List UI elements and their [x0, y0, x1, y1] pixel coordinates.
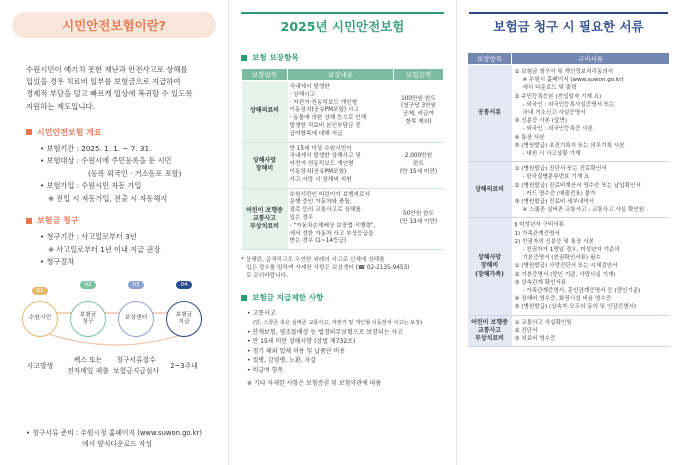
content-line: 급여항목에 대해 지급 — [289, 130, 343, 137]
panel-documents-title: 보험금 청구 시 필요한 서류 — [469, 12, 668, 38]
claim-item: • 청구절차 — [40, 257, 75, 267]
exclusion-item: • 질병, 감염병, 노환, 자살 — [247, 357, 317, 365]
exclusion-item: • 고통사고 — [247, 310, 276, 318]
coverage-content — [288, 188, 394, 250]
overview-item: (등록 외국인 · 거소동포 포함) — [88, 168, 182, 178]
claim-list — [0, 231, 228, 269]
step-1 — [32, 287, 48, 295]
coverage-heading — [241, 52, 444, 63]
documents-row — [468, 65, 670, 162]
step-number: 03 — [128, 281, 144, 289]
document-line: ④ 통장 사본 — [514, 134, 545, 141]
step-caption: 사고발생 — [26, 362, 54, 370]
coverage-heading-text: 보험 보장항목 — [252, 53, 299, 62]
amount-line: 공제, 비급여 — [402, 111, 435, 118]
step-number: 02 — [80, 281, 96, 289]
document-line: 2) 친권자의 신분증 및 통장 사본 — [514, 238, 594, 245]
documents-table — [467, 52, 670, 347]
panel-documents — [456, 0, 680, 465]
intro-line: 경제적 부담을 덜고 빠르게 일상에 복귀할 수 있도록 — [26, 89, 193, 99]
coverage-item: 어린이 보행중 교통사고 부상치료비 — [242, 188, 288, 250]
coverage-row — [242, 188, 444, 250]
document-line: ⑤ (병원발급) (상속자 모두의 동의 및 인감증명서) — [514, 304, 637, 311]
panel-coverage-title: 2025년 시민안전보험 — [241, 12, 444, 38]
claim-item: ※ 사고일로부터 1년 이내 지급 권장 — [48, 244, 161, 254]
step-number: 01 — [32, 287, 48, 295]
document-line: ④ 장해비 영수증, 화장시설 비용 영수증 — [514, 296, 612, 303]
content-line: 이동장치(공유PM포함) 사고 — [289, 107, 360, 114]
content-line: · 동물에 의한 상해 등으로 인해 — [289, 115, 367, 122]
square-bullet-icon — [241, 295, 247, 301]
claim-heading — [26, 215, 228, 226]
claim-docs-note — [26, 428, 202, 450]
documents-list — [512, 162, 670, 218]
overview-heading — [26, 127, 228, 138]
content-line: · 자전거·전동킥보드 개인형 — [289, 99, 358, 106]
step-2 — [80, 281, 96, 289]
exclusion-item: ※ 기타 자세한 사항은 보험증권 및 보험약관에 따름 — [247, 379, 382, 387]
coverage-table-header — [242, 69, 444, 81]
document-line: ③ 신분증 사본 (앞면) — [514, 118, 568, 125]
overview-item: ※ 전입 시 자동가입, 전출 시 자동해지 — [48, 193, 168, 203]
content-line: 자전거·전동킥보드 개인형 — [289, 161, 354, 168]
document-line: ③ (병원발급) 진료비 세부내역서 — [514, 199, 595, 206]
content-line: 국내에서 발생한 상해사고 및 — [289, 153, 361, 160]
exclusion-heading — [241, 292, 444, 303]
content-line: 사고 사망 시 장해비 지원 — [289, 176, 352, 183]
document-line: ② 기본증명서 (망인 기준, 사망사실 기재) — [514, 271, 616, 278]
document-line: - 외국인 : 외국인등록사실증명서 또는 — [522, 101, 615, 108]
step-3 — [128, 281, 144, 289]
amount-line: (청구당 3만원 — [400, 103, 437, 110]
coverage-row — [242, 81, 444, 143]
step-caption: 청구서류접수 보험금지급심사 — [113, 356, 159, 375]
intro-line: 입었을 경우 치료비 일부를 보험금으로 지급하여 — [26, 77, 181, 87]
content-line: · 상해사고 — [289, 91, 316, 98]
claim-process-steps — [22, 282, 212, 377]
document-line: 1) 가족관계증명서 — [514, 230, 560, 237]
exclusion-item: • 비급여 항목 — [247, 366, 284, 374]
document-line: ① 보험금 청구서 및 개인정보처리동의서 — [514, 69, 614, 75]
amount-line: 100만원 한도 — [401, 95, 436, 102]
content-line: 운행 중인 자동차와 충돌, — [289, 199, 352, 206]
coverage-content — [288, 142, 394, 188]
coverage-item: 상해의료비 — [242, 81, 288, 143]
documents-table-header — [468, 53, 670, 65]
document-line: ※ 수원시 홈페이지 (www.suwon.go.kr) — [522, 77, 624, 84]
document-line: ① (병원발급) 사망진단서 또는 시체검안서 — [514, 263, 618, 270]
panel-coverage — [228, 0, 456, 465]
documents-list — [512, 65, 670, 162]
coverage-amount — [394, 142, 444, 188]
document-line: ① (병원발급) 진단서 또는 진료확인서 — [514, 166, 607, 173]
document-line: ※ 스쿨존·실버존 교통사고 : 교통사고 사실 확인원 — [522, 207, 645, 214]
document-line: ① 교통사고 사실확인원 — [514, 319, 572, 326]
step-number: 04 — [176, 281, 192, 289]
injury-note — [241, 256, 444, 280]
coverage-amount — [394, 188, 444, 250]
overview-item: • 보험대상 : 수원시에 주민등록을 둔 시민 — [40, 156, 172, 166]
overview-item: • 보험기간 : 2025. 1. 1. ~ 7. 31. — [40, 143, 152, 153]
footer-line: • 청구서류 준비 : 수원시청 홈페이지 (www.suwon.go.kr) — [26, 429, 202, 437]
content-line: 접촉 등의 교통사고로 상해를 — [289, 207, 361, 214]
panel-intro — [0, 0, 228, 465]
documents-row — [468, 218, 670, 315]
document-line: 기본증명서 (친권확인서류) 필수 — [522, 255, 601, 262]
document-line: § 미성년자 구비서류 — [514, 222, 565, 229]
content-line: 받은 경우 (1~14등급) — [289, 238, 347, 245]
footer-line: 에서 양식다운로드 작성 — [82, 440, 152, 448]
content-line: 입은 경우 — [289, 214, 314, 221]
documents-row — [468, 162, 670, 218]
documents-item: 상해의료비 — [468, 162, 512, 218]
exclusion-item: • 정기 해외 업체 비용 및 납품단 비용 — [247, 347, 346, 355]
coverage-row — [242, 142, 444, 188]
documents-list — [512, 218, 670, 315]
step-caption: 팩스 또는 전자메일 제출 — [67, 356, 109, 375]
document-line: 국내 거소신고 사실증명서 — [522, 110, 586, 117]
exclusion-heading-text: 보험금 지급제한 사항 — [252, 293, 324, 303]
col-header: 보험금액 — [394, 69, 444, 81]
intro-line: 수원시민이 예기치 못한 재난과 안전사고로 상해를 — [26, 65, 188, 74]
document-line: ③ 상속관계 확인서류 — [514, 279, 567, 286]
amount-line: (만 15세 미만) — [399, 168, 438, 175]
content-line: 이동장치(공유PM포함) — [289, 168, 347, 175]
exclusion-list — [247, 309, 444, 388]
col-header: 보장항목 — [242, 69, 288, 81]
document-line: - 한국질병분류번호 기재 요 — [522, 174, 590, 181]
document-line: ② 주민등록등본 (전입일자 기재 요) — [514, 93, 602, 100]
content-line: 만 15세 이상 수원시민이 — [289, 145, 352, 152]
intro-text — [26, 64, 214, 113]
overview-heading-text: 시민안전보험 개요 — [37, 127, 102, 137]
content-line: 에서 정한 자동차 사고 부상등급을 — [289, 230, 374, 237]
step-circle-payment: 보험금 지급 — [166, 301, 202, 337]
content-line: - "자동차손해배상 보장법 시행령", — [289, 222, 376, 229]
coverage-amount — [394, 81, 444, 143]
panel-intro-title: 시민안전보험이란? — [12, 12, 216, 38]
intro-line: 지원하는 제도입니다. — [26, 101, 95, 111]
step-circle-citizen: 수원시민 — [22, 301, 58, 337]
document-line: ③ 치료비 영수증 — [514, 336, 556, 343]
note-line: 입은 경우를 말하며 자세한 사항은 보상센터 (☎ 02-2135-9453) — [246, 265, 410, 272]
content-line: 국내에서 발생한 — [289, 84, 330, 90]
claim-item: • 청구기간 : 사고일로부터 3년 — [40, 232, 137, 242]
document-line: - 친권자가 1명일 경우, 미성년자 기준의 — [522, 247, 620, 254]
document-line: - 카드 영수증 (예출전표) 불가 — [522, 190, 596, 197]
documents-row — [468, 315, 670, 347]
documents-item: 어린이 보행중 교통사고 부상치료비 — [468, 315, 512, 347]
amount-line: 한도 — [413, 161, 424, 168]
overview-list — [0, 143, 228, 206]
square-bullet-icon — [26, 129, 32, 135]
documents-list — [512, 315, 670, 347]
step-circle-claim: 보험금 청구 — [70, 301, 106, 337]
documents-item: 상해사망 장해비 (장해가족) — [468, 218, 512, 315]
coverage-content — [288, 81, 394, 143]
document-line: ② (병원발급) 진료비계산서 영수증 또는 납입확인서 — [514, 182, 641, 189]
square-bullet-icon — [241, 55, 247, 61]
amount-line: (만 13세 이만) — [399, 218, 438, 225]
document-line: - 가족관계증명서, 혼인관계증명서 등 (망인기준) — [522, 288, 641, 295]
amount-line: 2,000만원 — [404, 153, 433, 160]
document-line: ② 진단서 — [514, 327, 538, 334]
claim-heading-text: 보험금 청구 — [37, 216, 79, 226]
col-header: 보장내용 — [288, 69, 394, 81]
note-line: * 상해란, 급격하고도 우연한 외래의 사고로 신체에 상해를 — [241, 257, 385, 264]
step-4 — [176, 281, 192, 289]
coverage-item: 상해사망 장해비 — [242, 142, 288, 188]
documents-item: 공통서류 — [468, 65, 512, 162]
amount-line: 50만원 한도 — [402, 211, 435, 218]
exclusion-item: • 만 15세 미만 상해사망 (상법 제732조) — [247, 338, 356, 346]
document-line: 에서 다운로드 및 출력 — [522, 85, 577, 92]
coverage-table — [241, 68, 444, 250]
document-line: - 내원 시 사고상황 기재 — [522, 151, 581, 158]
col-header: 구비서류 — [512, 53, 670, 65]
amount-line: 항목 제외) — [405, 119, 432, 126]
document-line: - 외국인 : 외국인등록증 사본 — [522, 126, 593, 133]
overview-item: • 보험가입 : 수원시민 자동 가입 — [40, 181, 142, 191]
content-line: 수원시민인 어린이가 보행자로서 — [289, 191, 371, 198]
exclusion-item: (단, 스쿨존 혹은 실버존 교통사고, 자전거 및 개인형 이동장치 사고는 보장) — [253, 319, 423, 326]
note-line: 로 문의바랍니다. — [246, 273, 289, 280]
document-line: ⑤ (병원발급) 초진기록지 또는 의무기록 사본 — [514, 142, 625, 149]
step-caption: 2~3주내 — [170, 362, 198, 370]
square-bullet-icon — [26, 218, 32, 224]
exclusion-item: • 산재보험, 영조물배상 등 법정의무보험으로 보장되는 사고 — [247, 328, 403, 336]
col-header: 보장항목 — [468, 53, 512, 65]
step-circle-center: 보상센터 — [118, 301, 154, 337]
content-line: 발생한 치료비 본인부담금 중 — [289, 122, 361, 129]
